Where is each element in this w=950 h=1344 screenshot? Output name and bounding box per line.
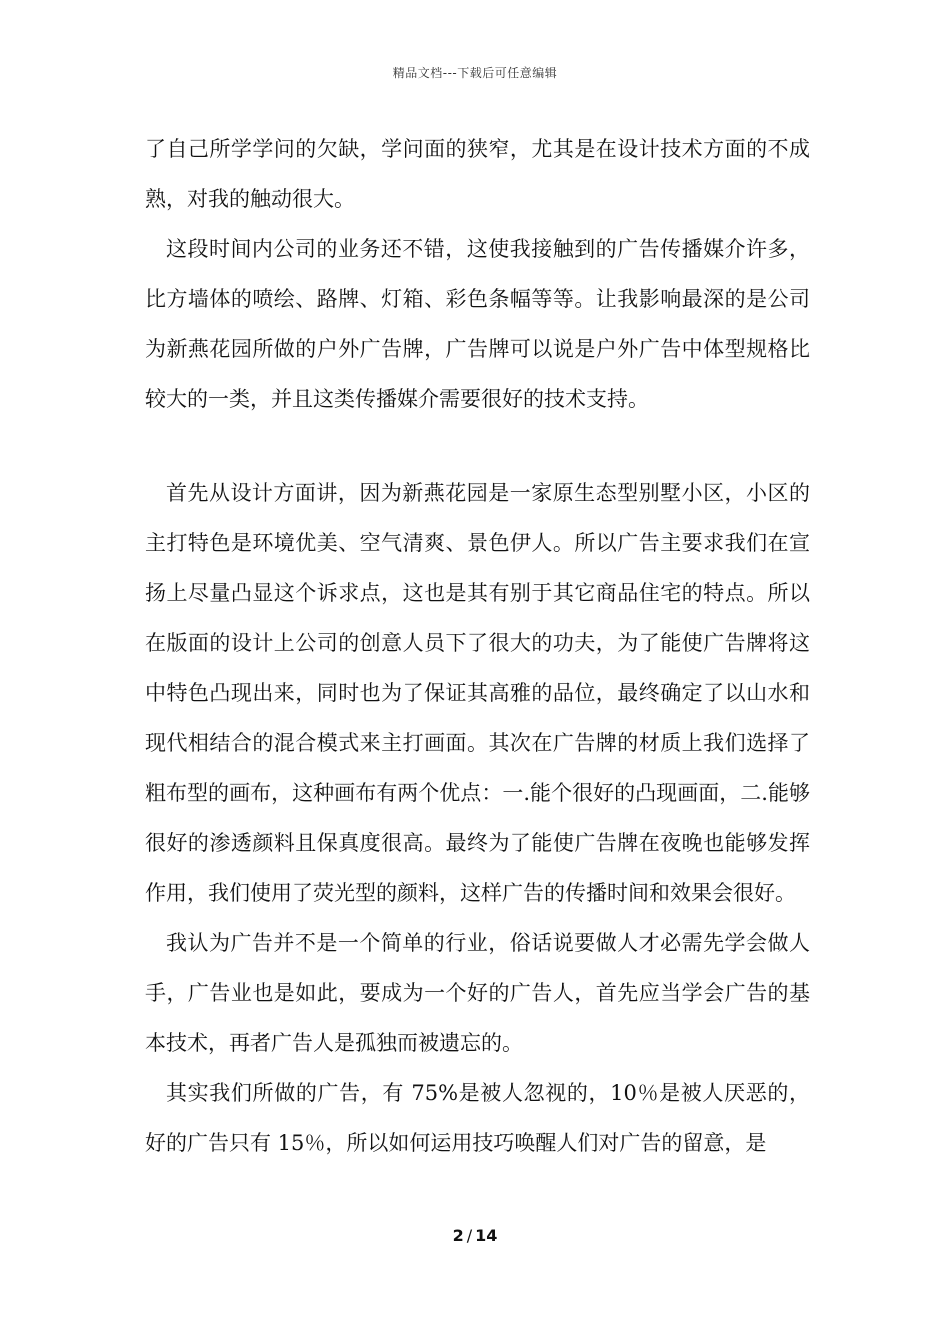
page-number <box>0 1226 950 1245</box>
page-header: 精品文档---下载后可任意编辑 <box>392 66 558 80</box>
paragraph-industry-view: 我认为广告并不是一个简单的行业，俗话说要做人才必需先学会做人手，广告业也是如此，要成为一个好的广告人，首先应当学会广告的基本技术，再者广告人是孤独而被遗忘的。 <box>145 931 810 1055</box>
paragraph-continuation: 了自己所学学问的欠缺，学问面的狭窄，尤其是在设计技术方面的不成熟，对我的触动很大。 <box>145 137 810 211</box>
total-page-count: 14 <box>475 1226 498 1245</box>
paragraph-advertising-media: 这段时间内公司的业务还不错，这使我接触到的广告传播媒介许多，比方墙体的喷绘、路牌、灯箱、彩色条幅等等。让我影响最深的是公司为新燕花园所做的户外广告牌，广告牌可以说是户外广告中体型规格比较大的一类，并且这类传播媒介需要很好的技术支持。 <box>145 237 810 411</box>
document-body <box>145 124 810 1168</box>
page-number-separator: / <box>466 1226 473 1245</box>
paragraph-spacer <box>145 424 810 468</box>
current-page-number: 2 <box>452 1226 464 1245</box>
paragraph-ad-statistics: 其实我们所做的广告，有 75%是被人忽视的，10％是被人厌恶的，好的广告只有 15％，所以如何运用技巧唤醒人们对广告的留意，是 <box>145 1081 810 1155</box>
paragraph-design-aspects: 首先从设计方面讲，因为新燕花园是一家原生态型别墅小区，小区的主打特色是环境优美、空气清爽、景色伊人。所以广告主要求我们在宣扬上尽量凸显这个诉求点，这也是其有别于其它商品住宅的特点。所以在版面的设计上公司的创意人员下了很大的功夫，为了能使广告牌将这中特色凸现出来，同时也为了保证其高雅的品位，最终确定了以山水和现代相结合的混合模式来主打画面。其次在广告牌的材质上我们选择了粗布型的画布，这种画布有两个优点：一.能个很好的凸现画面，二.能够很好的渗透颜料且保真度很高。最终为了能使广告牌在夜晚也能够发挥作用，我们使用了荧光型的颜料，这样广告的传播时间和效果会很好。 <box>145 481 810 905</box>
